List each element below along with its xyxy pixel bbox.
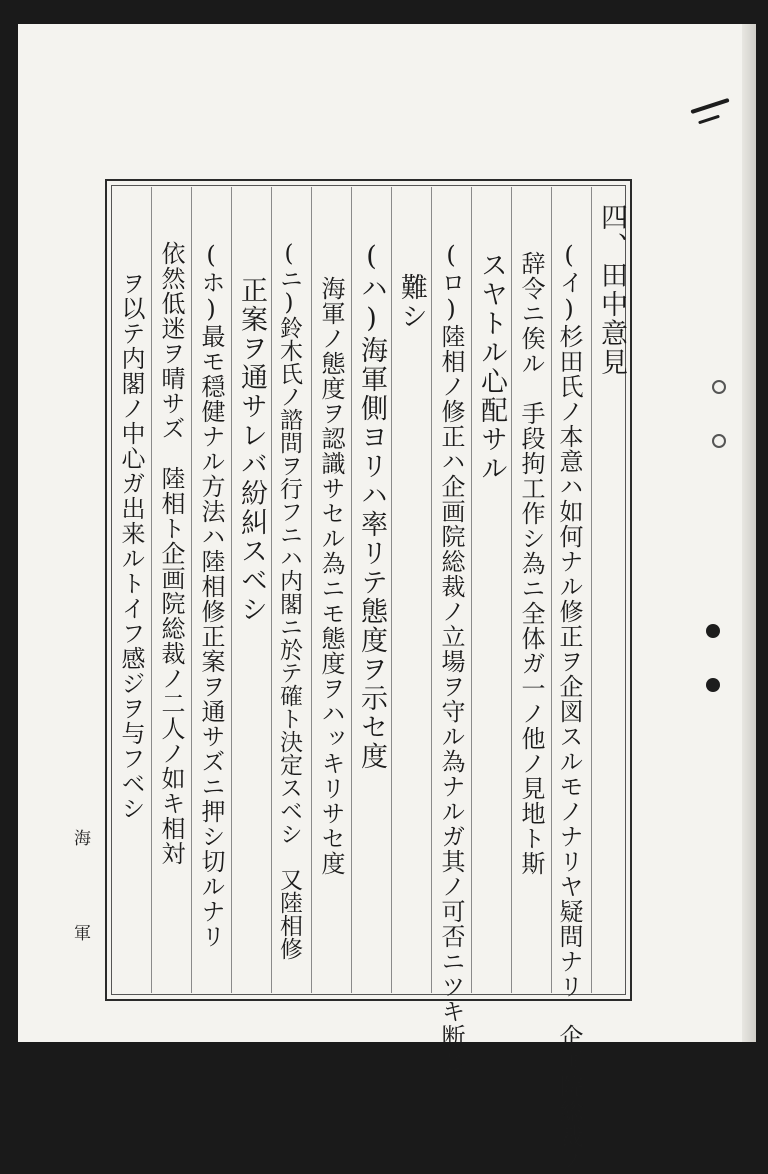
pen-mark [698,115,720,125]
text-column-13: ヲ以テ内閣ノ中心ガ出来ルトイフ感ジヲ与フベシ [117,271,145,821]
punch-hole [706,678,720,692]
column-rule [551,187,552,993]
text-column-2: (イ)杉田氏ノ本意ハ如何ナル修正ヲ企図スルモノナリヤ疑問ナリ 企画院総裁ノ [555,241,583,1174]
text-column-5: (ロ)陸相ノ修正ハ企画院総裁ノ立場ヲ守ル為ナルガ其ノ可否ニツキ断じ [437,241,465,1074]
side-label-navy-1: 海 [74,829,91,849]
column-rule [391,187,392,993]
punch-hole [712,434,726,448]
column-rule [351,187,352,993]
pen-mark [690,98,729,114]
text-column-6: 難シ [396,273,427,331]
text-column-4: スヤトル心配サル [476,251,507,483]
column-rule [191,187,192,993]
text-column-8: 海軍ノ態度ヲ認識サセル為ニモ態度ヲハッキリサセ度 [317,276,345,876]
column-rule [471,187,472,993]
punch-hole [712,380,726,394]
column-rule [271,187,272,993]
punch-hole [706,624,720,638]
side-label-navy-2: 軍 [74,924,91,944]
column-rule [311,187,312,993]
text-column-7: (ハ)海軍側ヨリハ率リテ態度ヲ示セ度 [356,241,387,771]
text-column-11: (ホ)最モ穏健ナル方法ハ陸相修正案ヲ通サズニ押シ切ルナリ [197,241,225,949]
text-column-10: 正案ヲ通サレバ紛糾スベシ [236,276,267,624]
text-column-3: 辞令ニ俟ル 手段拘工作シ為ニ全体ガ一ノ他ノ見地ト斯 [517,251,545,876]
text-column-12: 依然低迷ヲ晴サズ 陸相ト企画院総裁ノ二人ノ如キ相対 [157,241,185,866]
document-sheet [18,24,756,1174]
column-rule [231,187,232,993]
column-rule [511,187,512,993]
manuscript-frame [105,179,632,1174]
text-column-9: (ニ)鈴木氏ノ諮問ヲ行フニハ内閣ニ於テ確ト決定スベシ 又陸相修 [276,241,302,960]
column-rule [431,187,432,993]
column-rule [151,187,152,993]
column-rule [591,187,592,993]
text-column-1: 四、田中意見 [596,203,627,377]
